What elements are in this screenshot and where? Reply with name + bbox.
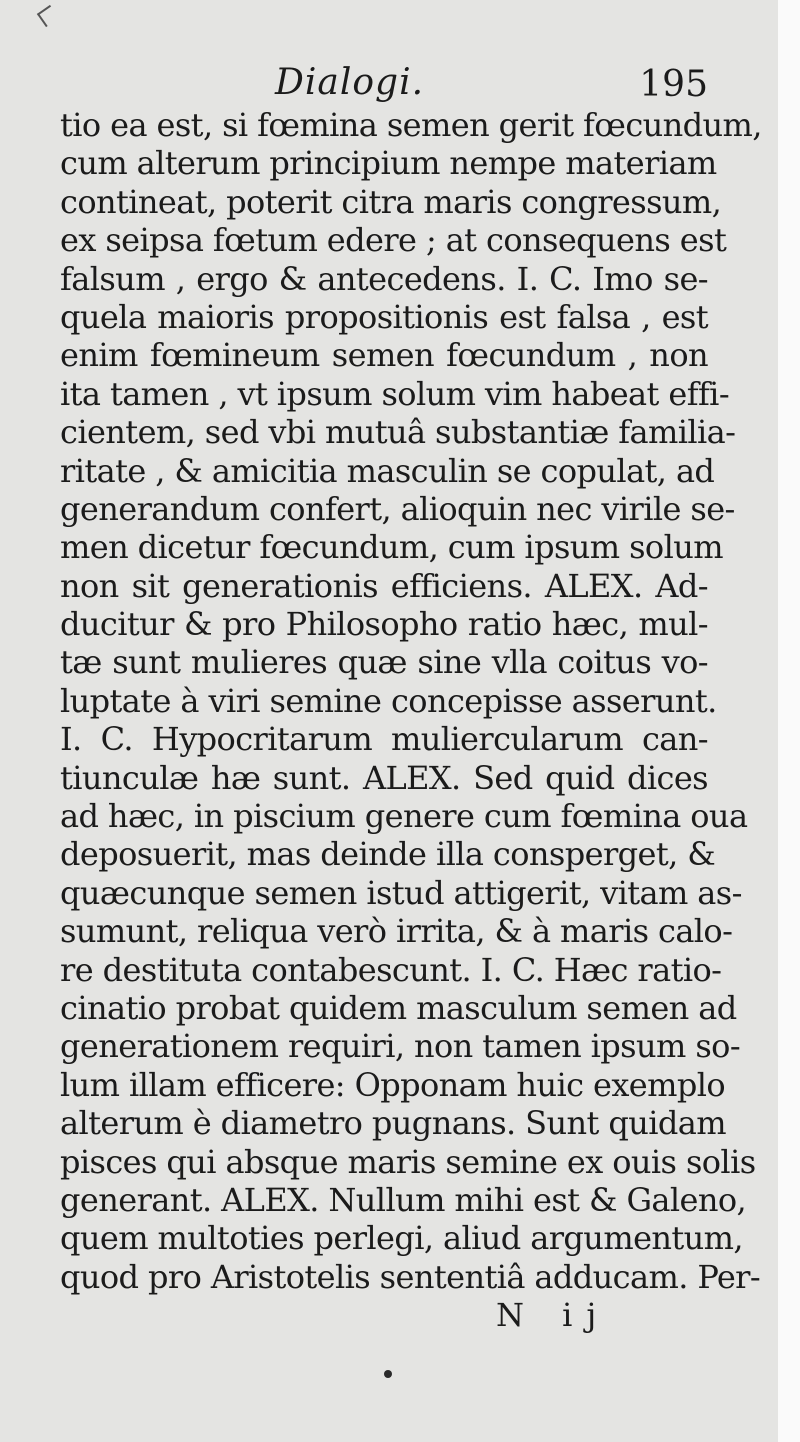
signature-mark: N ij [496, 1296, 611, 1334]
page-number: 195 [639, 64, 708, 105]
text-line: I. C. Hypocritarum muliercularum can- [60, 720, 708, 759]
text-line: ita tamen , vt ipsum solum vim habeat effi- [60, 374, 730, 413]
text-line: cum alterum principium nempe materiam [60, 144, 717, 183]
running-head: Dialogi. [275, 62, 425, 103]
text-line: cinatio probat quidem masculum semen ad [60, 988, 737, 1027]
text-line: re destituta contabescunt. I. C. Hæc ratio- [60, 950, 722, 989]
text-line: alterum è diametro pugnans. Sunt quidam [60, 1104, 726, 1143]
text-line: deposuerit, mas deinde illa consperget, & [60, 835, 716, 874]
page-header [60, 62, 708, 108]
text-line: generandum confert, alioquin nec virile se- [60, 489, 735, 528]
text-line: cientem, sed vbi mutuâ substantiæ familia- [60, 413, 736, 452]
text-line: lum illam efficere: Opponam huic exemplo [60, 1065, 726, 1104]
body-text [60, 106, 762, 1296]
text-line: tæ sunt mulieres quæ sine vlla coitus vo- [60, 643, 708, 682]
text-line: generant. ALEX. Nullum mihi est & Galeno, [60, 1180, 747, 1219]
text-line: falsum , ergo & antecedens. I. C. Imo se- [60, 259, 708, 298]
text-line: pisces qui absque maris semine ex ouis solis [60, 1142, 756, 1181]
page-edge [778, 0, 800, 1442]
text-line: tio ea est, si fœmina semen gerit fœcundum, [60, 106, 762, 144]
text-line: quela maioris propositionis est falsa , est [60, 297, 708, 336]
text-line: men dicetur fœcundum, cum ipsum solum [60, 528, 723, 567]
text-line: enim fœmineum semen fœcundum , non [60, 336, 708, 375]
text-line: ad hæc, in piscium genere cum fœmina oua [60, 797, 748, 836]
text-line: ducitur & pro Philosopho ratio hæc, mul- [60, 605, 708, 644]
text-line: contineat, poterit citra maris congressum, [60, 182, 722, 221]
text-line: quem multoties perlegi, aliud argumentum, [60, 1219, 743, 1258]
text-line: sumunt, reliqua verò irrita, & à maris calo- [60, 912, 733, 951]
text-line: quæcunque semen istud attigerit, vitam as- [60, 873, 742, 912]
text-line: non sit generationis efficiens. ALEX. Ad- [60, 566, 708, 605]
text-line: ritate , & amicitia masculin se copulat, ad [60, 451, 715, 490]
corner-mark [37, 5, 59, 27]
text-line: quod pro Aristotelis sententiâ adducam. Per- [60, 1257, 761, 1296]
text-line: tiunculæ hæ sunt. ALEX. Sed quid dices [60, 758, 708, 797]
text-line: luptate à viri semine concepisse asserunt. [60, 681, 717, 720]
text-line: ex seipsa fœtum edere ; at consequens est [60, 221, 727, 260]
text-line: generationem requiri, non tamen ipsum so- [60, 1027, 741, 1066]
ink-speck [384, 1370, 392, 1378]
